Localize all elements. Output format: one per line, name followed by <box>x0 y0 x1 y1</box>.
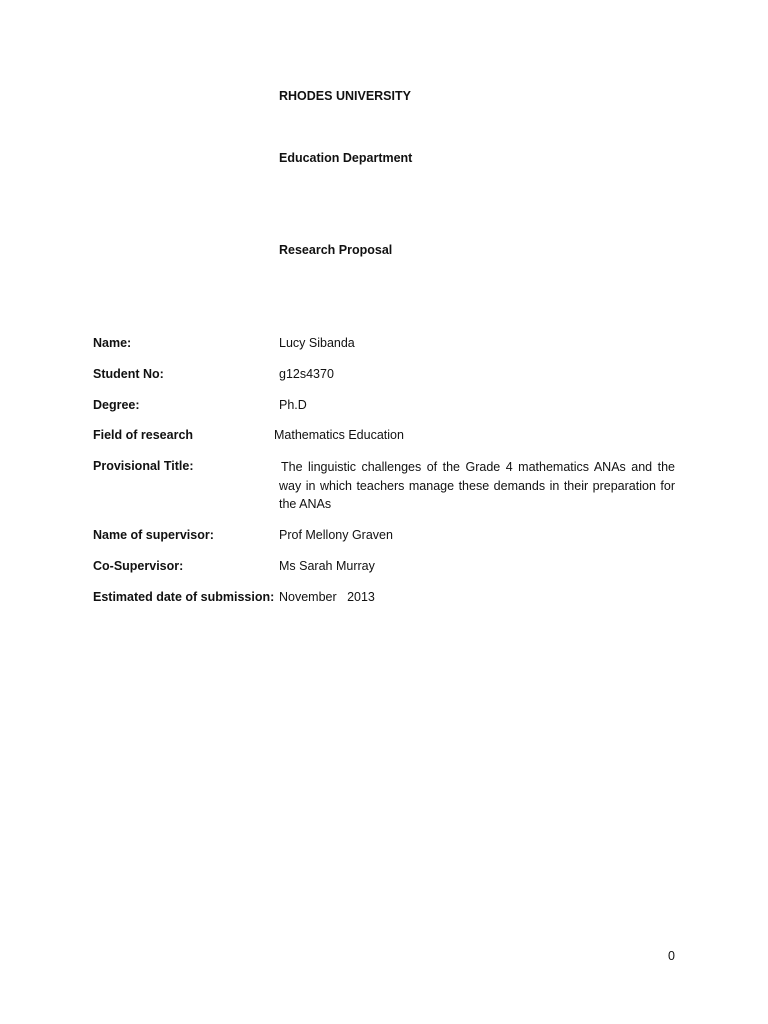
degree-value: Ph.D <box>279 398 307 412</box>
student-no-label: Student No: <box>93 367 164 381</box>
supervisor-value: Prof Mellony Graven <box>279 528 393 542</box>
degree-label: Degree: <box>93 398 140 412</box>
submission-date-label: Estimated date of submission: <box>93 590 275 604</box>
document-type-heading: Research Proposal <box>279 243 393 257</box>
student-no-value: g12s4370 <box>279 367 334 381</box>
co-supervisor-value: Ms Sarah Murray <box>279 559 375 573</box>
co-supervisor-label: Co-Supervisor: <box>93 559 184 573</box>
page-number: 0 <box>668 949 675 963</box>
field-of-research-value: Mathematics Education <box>274 428 404 442</box>
provisional-title-label: Provisional Title: <box>93 459 194 473</box>
field-of-research-label: Field of research <box>93 428 194 442</box>
submission-date-value: November 2013 <box>279 590 375 604</box>
name-value: Lucy Sibanda <box>279 336 355 350</box>
name-label: Name: <box>93 336 132 350</box>
department-heading: Education Department <box>279 151 413 165</box>
university-heading: RHODES UNIVERSITY <box>279 89 411 103</box>
supervisor-label: Name of supervisor: <box>93 528 214 542</box>
provisional-title-value: The linguistic challenges of the Grade 4 mathematics ANAs and the way in which teachers manage these demands in their preparation for the ANAs <box>279 460 675 511</box>
